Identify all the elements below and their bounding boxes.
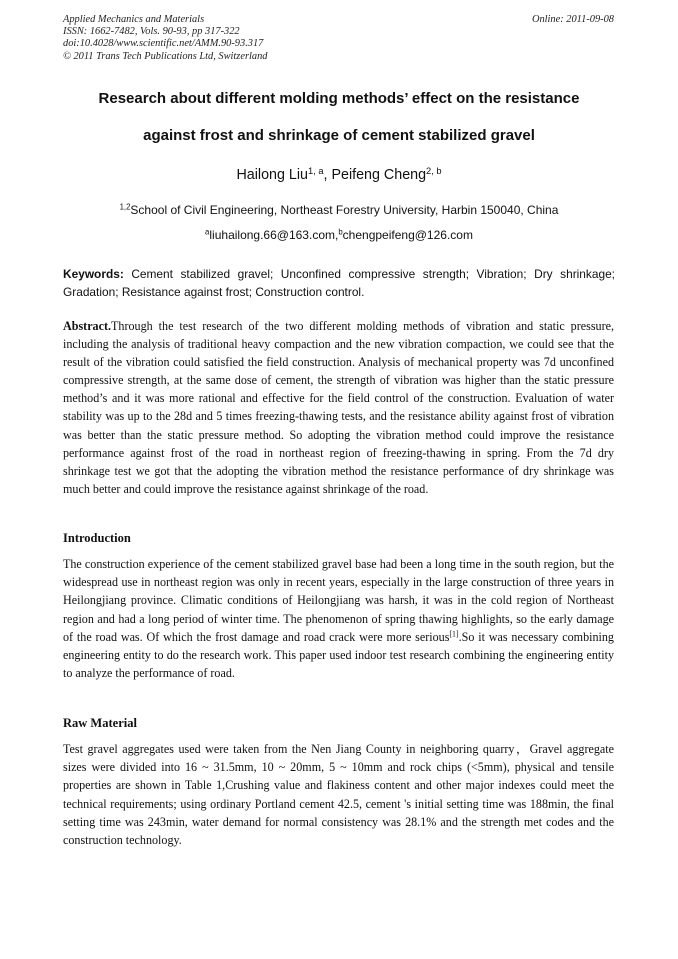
journal-doi[interactable]: doi:10.4028/www.scientific.net/AMM.90-93.317	[63, 38, 264, 50]
keywords-section	[63, 265, 615, 301]
abstract-section	[63, 317, 614, 498]
author-affiliation-mark: 2, b	[426, 165, 442, 176]
email-mark: b	[338, 227, 343, 237]
affiliation-mark: 1,2	[119, 202, 131, 212]
journal-name: Applied Mechanics and Materials	[63, 14, 205, 25]
paragraph-text: The construction experience of the cement stabilized gravel base had been a long time in the south region, but the widespread use in northeast region was only in recent years, especially in the large construction of three years in Heilongjiang province. Climatic conditions of Heilongjiang was harsh, it was in the cold region of Northeast region and had a long period of winter time. The phenomenon of spring thawing highlights, so the early damage of the road was. Of which the frost damage and road crack were more serious	[63, 557, 614, 644]
author-email-link[interactable]: liuhailong.66@163.com,	[209, 228, 339, 242]
abstract-text: Through the test research of the two different molding methods of vibration and static pressure, including the analysis of traditional heavy compaction and the new vibration compaction, we could see that the result of the vibration could satisfied the field construction. Analysis of mechanical property was 7d unconfined compressive strength, at the same dose of cement, the strength of vibration was higher than the static pressure method’s and it was more rational and effective for the field control of the construction. Evaluation of water stability was up to the 28d and 5 times freezing-thawing tests, and the resistance ability against frost of vibration was better than the static pressure method. So adopting the vibration method could improve the resistance performance against frost of the road in northeast region of freezing-thawing in spring. From the 7d dry shrinkage test we got that the adopting the vibration method the resistance performance of dry shrinkage was much better and could improve the resistance against shrinkage of the road.	[63, 319, 614, 496]
affiliation-text: School of Civil Engineering, Northeast Forestry University, Harbin 150040, China	[130, 203, 559, 217]
author-email-link[interactable]: chengpeifeng@126.com	[342, 228, 473, 242]
citation-reference[interactable]: [1]	[449, 629, 459, 639]
raw-material-paragraph: Test gravel aggregates used were taken from the Nen Jiang County in neighboring quarry，Gravel aggregate sizes were divided into 16 ~ 31.5mm, 10 ~ 20mm, 5 ~ 10mm and rock chips (<5mm), physical and tensile properties are shown in Table 1,Crushing value and flakiness content and other major indexes could meet the technical requirements; using ordinary Portland cement 42.5, cement 's initial setting time was 188min, the final setting time was 243min, water demand for normal consistency was 28.1% and the strength met codes and the construction technology.	[63, 742, 614, 848]
paper-title-line-1: Research about different molding methods’ effect on the resistance	[98, 90, 580, 107]
paragraph-text: .So it was necessary combining engineering entity to do the research work. This paper used indoor test research combining the engineering entity to analyze the performance of road.	[63, 629, 614, 681]
keywords-label: Keywords:	[63, 267, 124, 281]
introduction-paragraph	[63, 555, 614, 682]
author-name: Peifeng Cheng	[331, 167, 427, 183]
journal-issn: ISSN: 1662-7482, Vols. 90-93, pp 317-322	[63, 26, 240, 38]
author-emails	[0, 228, 678, 242]
paper-title-line-2: against frost and shrinkage of cement stabilized gravel	[143, 127, 535, 144]
keywords-text: Cement stabilized gravel; Unconfined compressive strength; Vibration; Dry shrinkage; Gradation; Resistance against frost; Construction control.	[63, 267, 615, 299]
journal-copyright: © 2011 Trans Tech Publications Ltd, Switzerland	[63, 50, 268, 62]
affiliation	[0, 203, 678, 217]
author-affiliation-mark: 1, a	[308, 165, 324, 176]
journal-info	[63, 14, 267, 63]
author-name: Hailong Liu	[236, 167, 309, 183]
section-heading-raw-material: Raw Material	[63, 716, 137, 730]
author-separator: ,	[323, 167, 332, 183]
section-heading-introduction: Introduction	[63, 531, 131, 545]
online-date: Online: 2011-09-08	[531, 14, 614, 25]
abstract-label: Abstract.	[63, 319, 112, 333]
email-mark: a	[205, 227, 210, 237]
author-list	[0, 167, 678, 183]
